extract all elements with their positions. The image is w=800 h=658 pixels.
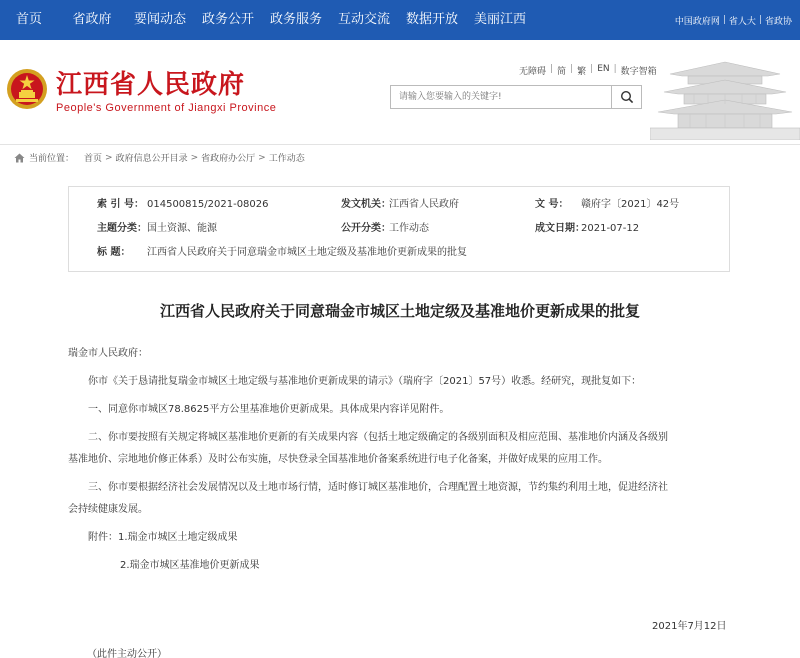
breadcrumb-separator: > xyxy=(190,152,199,163)
article-paragraph: 你市《关于恳请批复瑞金市城区土地定级与基准地价更新成果的请示》（瑞府字〔2021〕57号）收悉。经研究，现批复如下： xyxy=(88,376,642,387)
article-paragraph: 三、你市要根据经济社会发展情况以及土地市场行情，适时修订城区基准地价，合理配置土地资源，节约集约利用土地，促进经济社 xyxy=(88,482,668,493)
issuer-value: 江西省人民政府 xyxy=(389,199,459,210)
accessibility-link[interactable]: 无障碍 xyxy=(519,67,547,77)
date-value: 2021-07-12 xyxy=(581,223,640,234)
article-paragraph: 一、同意你市城区78.8625平方公里基准地价更新成果。具体成果内容详见附件。 xyxy=(88,404,450,415)
article-title: 江西省人民政府关于同意瑞金市城区土地定级及基准地价更新成果的批复 xyxy=(159,302,640,320)
breadcrumb-catalog[interactable]: 政府信息公开目录 xyxy=(115,154,188,164)
english-link[interactable]: EN xyxy=(597,64,610,74)
docno-label: 文 号： xyxy=(535,199,569,210)
meta-row xyxy=(69,221,729,237)
date-label: 成文日期： xyxy=(535,223,585,234)
topic-label: 主题分类： xyxy=(97,223,147,234)
divider: | xyxy=(758,15,762,25)
home-icon xyxy=(14,153,25,163)
top-links xyxy=(675,0,792,40)
divider: | xyxy=(570,64,574,74)
nav-item-services[interactable]: 政务服务 xyxy=(269,12,322,27)
divider: | xyxy=(722,15,726,25)
simplified-link[interactable]: 简 xyxy=(557,67,567,77)
attachment-1: 附件：1.瑞金市城区土地定级成果 xyxy=(88,532,238,543)
breadcrumb-separator: > xyxy=(258,152,266,163)
nav-item-disclosure[interactable]: 政务公开 xyxy=(201,12,254,27)
nav-item-government[interactable]: 省政府 xyxy=(72,12,112,27)
breadcrumb-separator: > xyxy=(105,152,113,163)
subject-value: 江西省人民政府关于同意瑞金市城区土地定级及基准地价更新成果的批复 xyxy=(147,247,467,258)
link-cppcc[interactable]: 省政协 xyxy=(764,16,792,27)
nav-item-beautiful-jiangxi[interactable]: 美丽江西 xyxy=(473,12,526,27)
search-icon xyxy=(620,90,634,104)
search-button[interactable] xyxy=(611,86,641,108)
pavilion-illustration-icon xyxy=(650,44,800,140)
docno-value: 赣府字〔2021〕42号 xyxy=(581,199,680,210)
digital-mailbox-link[interactable]: 数字智箱 xyxy=(620,67,657,77)
nav-item-interaction[interactable]: 互动交流 xyxy=(337,12,390,27)
breadcrumb-label: 当前位置： xyxy=(29,154,75,164)
site-title[interactable]: 江西省人民政府 xyxy=(56,70,246,100)
issuer-label: 发文机关： xyxy=(341,199,391,210)
category-value: 工作动态 xyxy=(389,223,429,234)
nav-item-news[interactable]: 要闻动态 xyxy=(133,12,186,27)
divider: | xyxy=(590,64,594,74)
site-subtitle: People's Government of Jiangxi Province xyxy=(56,102,277,114)
index-label: 索 引 号： xyxy=(97,199,144,210)
link-npc[interactable]: 省人大 xyxy=(728,16,756,27)
attachment-2: 2.瑞金市城区基准地价更新成果 xyxy=(120,560,260,571)
top-nav xyxy=(0,0,800,40)
divider: | xyxy=(550,64,554,74)
subject-label: 标 题： xyxy=(97,247,131,258)
article-paragraph: 基准地价、宗地地价修正体系）及时公布实施，尽快登录全国基准地价备案系统进行电子化备案，并做好成果的应用工作。 xyxy=(68,454,608,465)
article-recipient: 瑞金市人民政府： xyxy=(68,348,148,359)
national-emblem-icon xyxy=(6,68,48,110)
site-header xyxy=(0,40,800,140)
public-note: （此件主动公开） xyxy=(87,649,167,658)
search-box xyxy=(390,85,642,109)
nav-item-home[interactable]: 首页 xyxy=(15,12,42,27)
divider: | xyxy=(613,64,617,74)
category-label: 公开分类： xyxy=(341,223,391,234)
issue-date: 2021年7月12日 xyxy=(652,621,727,632)
nav-item-open-data[interactable]: 数据开放 xyxy=(405,12,458,27)
breadcrumb xyxy=(0,144,800,170)
document-meta-table xyxy=(68,186,730,272)
meta-row xyxy=(69,245,729,261)
article-paragraph: 二、你市要按照有关规定将城区基准地价更新的有关成果内容（包括土地定级确定的各级别面积及相应范围、基准地价内涵及各级别 xyxy=(88,432,668,443)
breadcrumb-work-news[interactable]: 工作动态 xyxy=(268,154,305,164)
traditional-link[interactable]: 繁 xyxy=(577,67,587,77)
topic-value: 国土资源、能源 xyxy=(147,223,217,234)
utility-links xyxy=(519,64,657,77)
index-value: 014500815/2021-08026 xyxy=(147,199,269,210)
link-gov-cn[interactable]: 中国政府网 xyxy=(674,16,720,27)
breadcrumb-home[interactable]: 首页 xyxy=(84,154,103,164)
meta-row xyxy=(69,197,729,213)
breadcrumb-office[interactable]: 省政府办公厅 xyxy=(201,154,256,164)
search-input[interactable] xyxy=(391,86,611,108)
article-paragraph: 会持续健康发展。 xyxy=(68,504,148,515)
